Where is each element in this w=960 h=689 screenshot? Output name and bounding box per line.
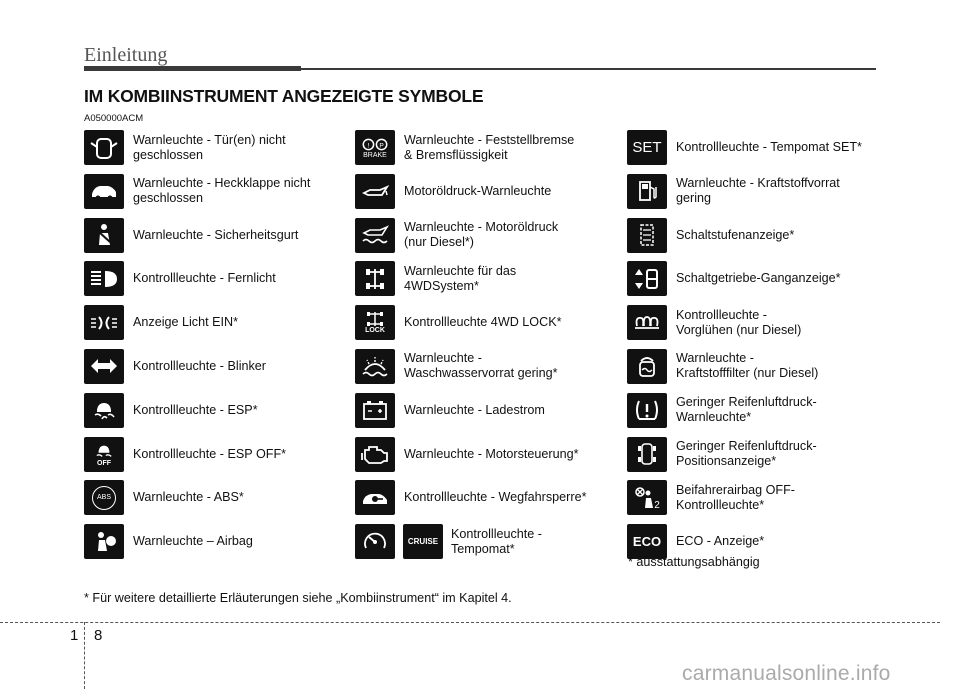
symbol-row: [355, 171, 625, 215]
abs-icon: [84, 480, 124, 515]
4wd-system-icon: [355, 261, 395, 296]
symbol-label: Kontrollleuchte - Blinker: [133, 358, 266, 373]
symbol-row: [355, 215, 625, 259]
section-title: IM KOMBIINSTRUMENT ANGEZEIGTE SYMBOLE: [84, 86, 484, 106]
symbol-row: [627, 215, 897, 259]
symbol-column-1: [84, 127, 354, 565]
symbol-row: [627, 127, 897, 171]
cruise-icon: [355, 524, 395, 559]
symbol-label: Warnleuchte - Motorsteuerung*: [404, 446, 579, 461]
symbol-row: [84, 302, 354, 346]
symbol-label: Schaltgetriebe-Ganganzeige*: [676, 271, 841, 286]
symbol-row: [627, 302, 897, 346]
symbol-row: [355, 390, 625, 434]
symbol-label: Warnleuchte für das 4WDSystem*: [404, 263, 517, 293]
chapter-title: Einleitung: [84, 44, 168, 66]
symbol-label: Kontrollleuchte 4WD LOCK*: [404, 315, 562, 330]
symbol-label: Geringer Reifenluftdruck- Positionsanzeige*: [676, 439, 817, 469]
symbol-label: Warnleuchte - Ladestrom: [404, 402, 545, 417]
symbol-label: Kontrollleuchte - Tempomat SET*: [676, 140, 862, 154]
4wd-lock-icon: [355, 305, 395, 340]
symbol-label: Kontrollleuchte - Fernlicht: [133, 271, 276, 286]
esp-off-text: OFF: [97, 459, 111, 467]
symbol-row: [355, 521, 625, 565]
section-code: A050000ACM: [84, 113, 144, 124]
symbol-label: Warnleuchte - Tür(en) nicht geschlossen: [133, 132, 286, 162]
door-open-icon: [84, 130, 124, 165]
set-text: SET: [632, 139, 662, 156]
symbol-label: Warnleuchte - ABS*: [133, 490, 244, 505]
shift-position-icon: [627, 218, 667, 253]
symbol-label: Kontrollleuchte - ESP*: [133, 402, 258, 417]
symbol-row: [84, 346, 354, 390]
turn-signal-icon: [84, 349, 124, 384]
svg-text:!: !: [367, 141, 370, 149]
symbol-row: [84, 477, 354, 521]
symbol-row: [355, 346, 625, 390]
glow-plug-icon: [627, 305, 667, 340]
symbol-row: [627, 258, 897, 302]
tpms-icon: [627, 393, 667, 428]
set-icon: [627, 130, 667, 165]
eco-icon: [627, 524, 667, 559]
fuel-filter-icon: [627, 349, 667, 384]
symbol-label: Warnleuchte - Motoröldruck (nur Diesel*): [404, 220, 559, 250]
esp-icon: [84, 393, 124, 428]
symbol-label: Kontrollleuchte - Wegfahrsperre*: [404, 490, 587, 505]
optional-equipment-note: * ausstattungsabhängig: [628, 555, 760, 569]
high-beam-icon: [84, 261, 124, 296]
symbol-row: [84, 127, 354, 171]
symbol-column-3: [627, 127, 897, 565]
symbol-row: [355, 434, 625, 478]
eco-text: ECO: [632, 534, 662, 550]
fuel-icon: [627, 174, 667, 209]
brake-icon: [355, 130, 395, 165]
symbol-label: Warnleuchte – Airbag: [133, 534, 253, 549]
symbol-row: [627, 390, 897, 434]
symbol-row: [355, 258, 625, 302]
tailgate-icon: [84, 174, 124, 209]
symbol-label: Kontrollleuchte - ESP OFF*: [133, 446, 287, 461]
symbol-label: ECO - Anzeige*: [676, 534, 765, 549]
watermark: carmanualsonline.info: [682, 662, 891, 685]
seatbelt-icon: [84, 218, 124, 253]
gear-indicator-icon: [627, 261, 667, 296]
symbol-row: [627, 477, 897, 521]
page-index: 8: [94, 627, 103, 644]
esp-off-icon: [84, 437, 124, 472]
symbol-row: [84, 521, 354, 565]
footnote: * Für weitere detaillierte Erläuterungen siehe „Kombiinstrument“ im Kapitel 4.: [84, 591, 512, 605]
engine-icon: [355, 437, 395, 472]
symbol-label: Warnleuchte - Feststellbremse & Bremsflüssigkeit: [404, 132, 575, 162]
symbol-label: Warnleuchte - Sicherheitsgurt: [133, 227, 299, 242]
symbol-label: Warnleuchte - Heckklappe nicht geschlossen: [133, 176, 311, 206]
cruise-text-icon: [403, 524, 443, 559]
page-number: [70, 627, 102, 644]
symbol-label: Geringer Reifenluftdruck- Warnleuchte*: [676, 395, 817, 425]
symbol-label: Warnleuchte - Waschwasservorrat gering*: [404, 351, 558, 381]
symbol-row: [84, 215, 354, 259]
symbol-label: Kontrollleuchte - Vorglühen (nur Diesel): [676, 307, 802, 337]
header-rule-thick: [84, 66, 301, 71]
symbol-label: Warnleuchte - Kraftstofffilter (nur Diesel): [676, 351, 819, 381]
symbol-row: [84, 258, 354, 302]
lights-on-icon: [84, 305, 124, 340]
washer-fluid-icon: [355, 349, 395, 384]
tpms-position-icon: [627, 437, 667, 472]
symbol-row: [627, 346, 897, 390]
svg-text:P: P: [379, 141, 384, 149]
symbol-row: [627, 434, 897, 478]
symbol-label: Beifahrerairbag OFF- Kontrollleuchte*: [676, 482, 795, 512]
battery-icon: [355, 393, 395, 428]
symbol-row: [355, 127, 625, 171]
abs-text: ABS: [96, 494, 111, 502]
symbol-label: Motoröldruck-Warnleuchte: [404, 183, 552, 198]
brake-text: BRAKE: [363, 151, 387, 159]
cruise-text: CRUISE: [407, 537, 439, 547]
symbol-column-2: [355, 127, 625, 565]
symbol-row: [84, 434, 354, 478]
header-rule-thin: [301, 68, 876, 70]
page-divider: [0, 622, 940, 623]
symbol-row: [355, 302, 625, 346]
symbol-row: [355, 477, 625, 521]
symbol-label: Warnleuchte - Kraftstoffvorrat gering: [676, 176, 840, 206]
svg-text:2: 2: [654, 499, 660, 511]
immobilizer-icon: [355, 480, 395, 515]
symbol-row: [84, 390, 354, 434]
passenger-airbag-off-icon: [627, 480, 667, 515]
section-number: 1: [70, 627, 79, 644]
symbol-label: Anzeige Licht EIN*: [133, 315, 239, 330]
symbol-row: [627, 171, 897, 215]
airbag-icon: [84, 524, 124, 559]
symbol-label: Kontrollleuchte - Tempomat*: [451, 526, 543, 556]
symbol-row: [84, 171, 354, 215]
lock-text: LOCK: [365, 327, 385, 335]
symbol-label: Schaltstufenanzeige*: [676, 227, 795, 242]
oil-pressure-icon: [355, 174, 395, 209]
oil-pressure-diesel-icon: [355, 218, 395, 253]
